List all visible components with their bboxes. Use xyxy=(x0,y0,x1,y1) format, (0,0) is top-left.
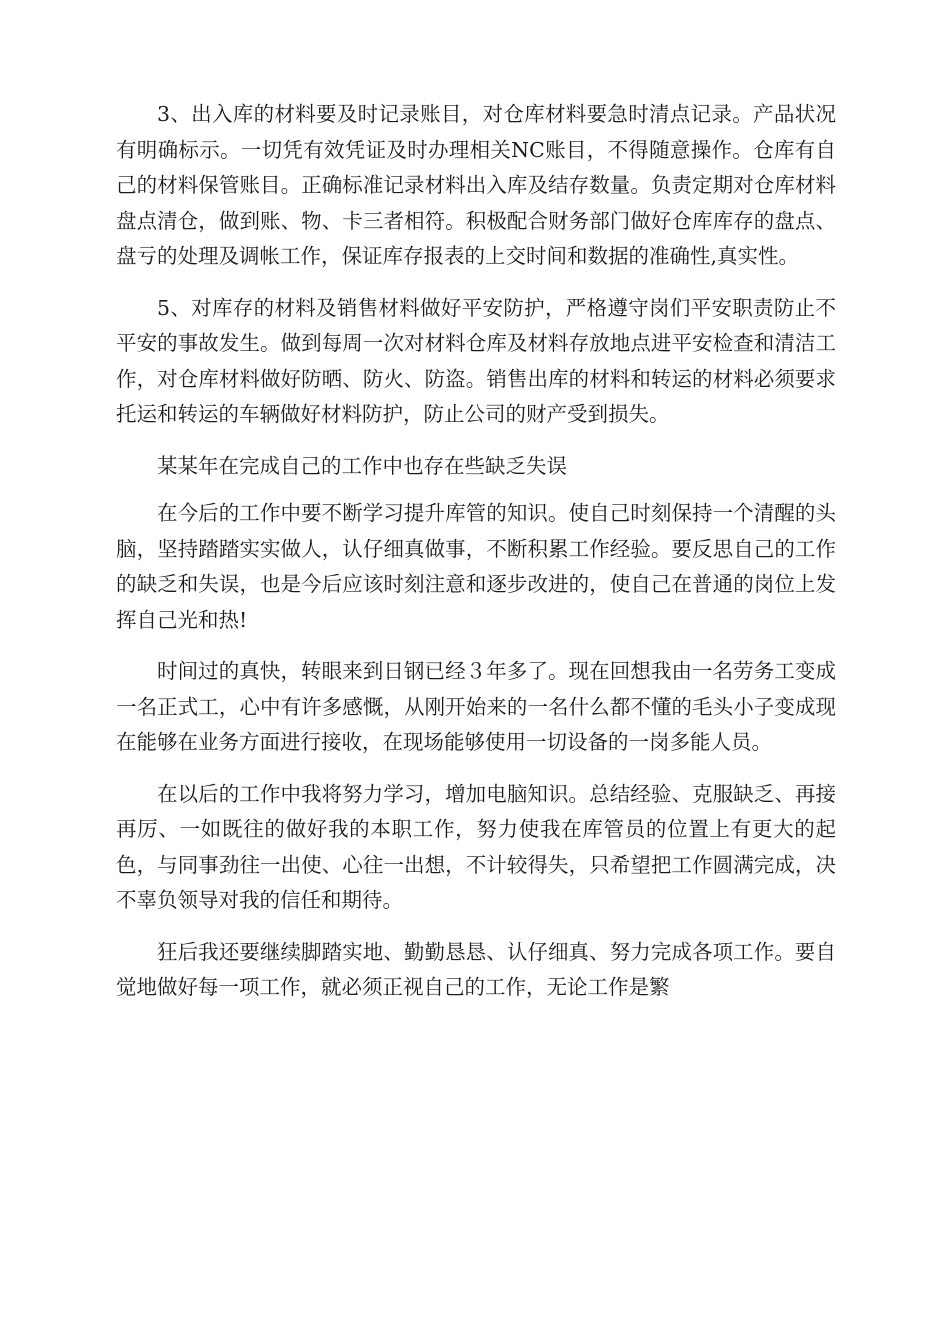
paragraph-time-reflection: 时间过的真快，转眼来到日钢已经３年多了。现在回想我由一名劳务工变成一名正式工，心中有许多感慨，从刚开始来的一名什么都不懂的毛头小子变成现在能够在业务方面进行接收，在现场能够使用一切设备的一岗多能人员。 xyxy=(116,659,836,754)
paragraph-future-work: 在以后的工作中我将努力学习，增加电脑知识。总结经验、克服缺乏、再接再厉、一如既往的做好我的本职工作，努力使我在库管员的位置上有更大的起色，与同事劲往一出使、心往一出想，不计较得失，只希望把工作圆满完成，决不辜负领导对我的信任和期待。 xyxy=(116,781,836,912)
paragraph-inventory-records: 3、出入库的材料要及时记录账目，对仓库材料要急时清点记录。产品状况有明确标示。一切凭有效凭证及时办理相关NC账目，不得随意操作。仓库有自己的材料保管账目。正确标准记录材料出入库及结存数量。负责定期对仓库材料盘点清仓，做到账、物、卡三者相符。积极配合财务部门做好仓库库存的盘点、盘亏的处理及调帐工作，保证库存报表的上交时间和数据的准确性,真实性。 xyxy=(116,102,836,268)
paragraph-safety-protection: 5、对库存的材料及销售材料做好平安防护，严格遵守岗们平安职责防止不平安的事故发生。做到每周一次对材料仓库及材料存放地点进平安检查和清洁工作，对仓库材料做好防晒、防火、防盗。销售出库的材料和转运的材料必须要求托运和转运的车辆做好材料防护，防止公司的财产受到损失。 xyxy=(116,295,836,426)
paragraph-future-learning: 在今后的工作中要不断学习提升库管的知识。使自己时刻保持一个清醒的头脑，坚持踏踏实实做人，认仔细真做事，不断积累工作经验。要反思自己的工作的缺乏和失误，也是今后应该时刻注意和逐步改进的，使自己在普通的岗位上发挥自己光和热! xyxy=(116,501,836,632)
document-body xyxy=(116,97,836,1022)
paragraph-shortcomings-heading: 某某年在完成自己的工作中也存在些缺乏失误 xyxy=(157,453,567,478)
paragraph-continue-effort: 狂后我还要继续脚踏实地、勤勤恳恳、认仔细真、努力完成各项工作。要自觉地做好每一项工作，就必须正视自己的工作，无论工作是繁 xyxy=(116,939,836,999)
